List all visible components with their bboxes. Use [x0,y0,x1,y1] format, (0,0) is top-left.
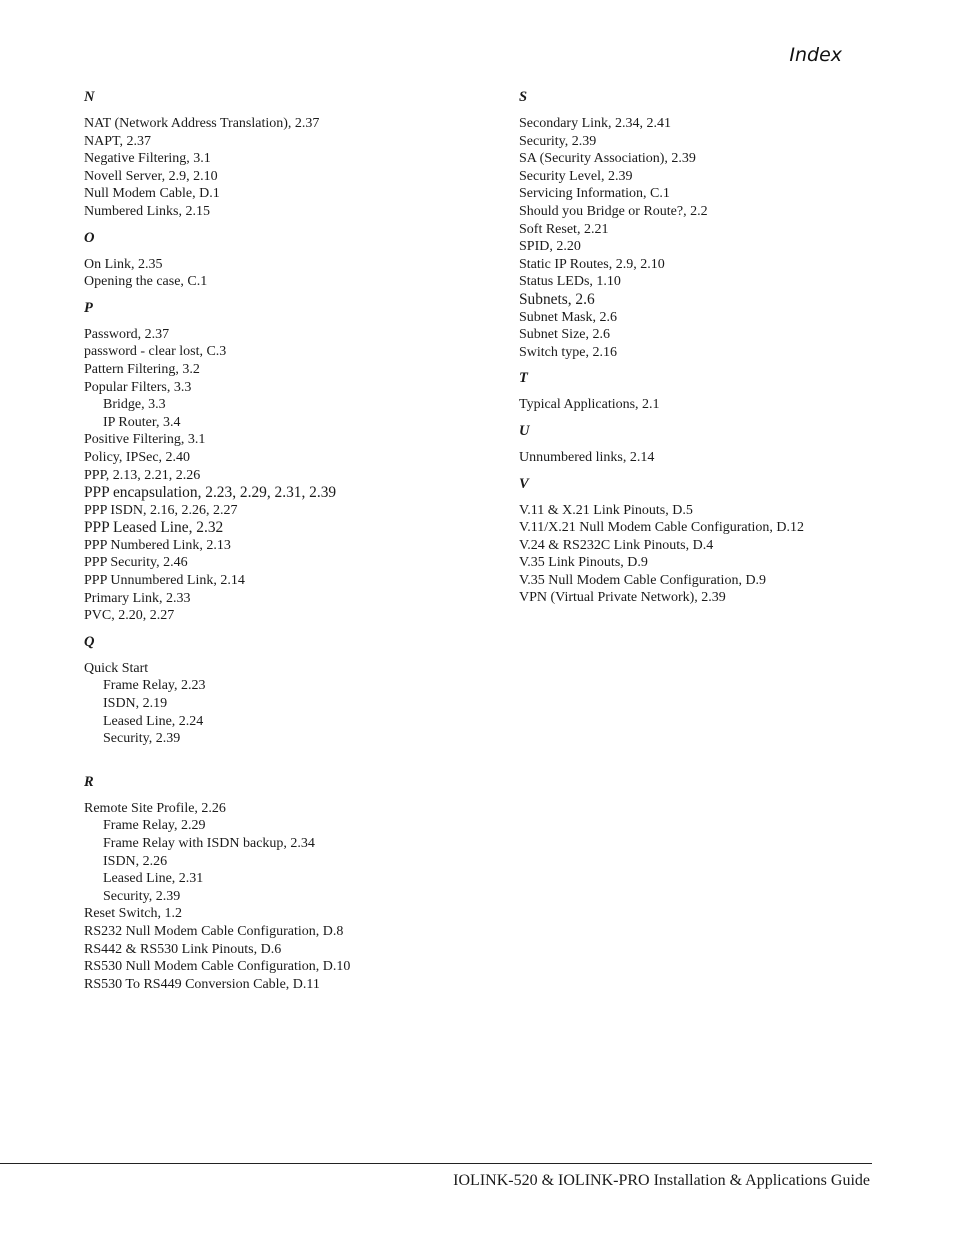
section-letter: U [519,422,530,439]
index-entry: PPP Numbered Link, 2.13 [84,537,231,553]
index-subentry: Frame Relay with ISDN backup, 2.34 [103,836,315,851]
index-subentry: ISDN, 2.19 [103,696,168,712]
index-subentry: Bridge, 3.3 [103,397,166,413]
index-section-n [84,88,484,221]
index-section-u [519,422,919,467]
index-entry: RS232 Null Modem Cable Configuration, D.8 [84,923,344,939]
section-letter: R [84,773,94,790]
index-entry: PPP encapsulation, 2.23, 2.29, 2.31, 2.39 [84,484,337,502]
section-letter: N [84,89,95,105]
section-letter: V [519,475,529,492]
page-header-title: Index [789,44,842,66]
index-entry: PPP Unnumbered Link, 2.14 [84,573,245,589]
index-entry: PPP Leased Line, 2.32 [84,519,224,537]
index-entry: PPP Security, 2.46 [84,555,188,571]
index-entry: password - clear lost, C.3 [84,344,227,360]
index-section-s [519,88,919,361]
index-subentry: Security, 2.39 [103,888,181,904]
index-entry: SPID, 2.20 [519,239,581,255]
index-entry: RS530 Null Modem Cable Configuration, D.10 [84,959,351,975]
index-entry: VPN (Virtual Private Network), 2.39 [519,590,726,606]
index-entry: Security, 2.39 [519,133,597,149]
index-entry: SA (Security Association), 2.39 [519,151,696,167]
index-entry: Pattern Filtering, 3.2 [84,361,200,377]
index-entry: Policy, IPSec, 2.40 [84,449,191,465]
index-entry: Status LEDs, 1.10 [519,274,621,290]
section-letter: O [84,229,95,246]
index-entry: Popular Filters, 3.3 [84,379,192,395]
section-spacer [84,748,484,765]
index-entry: Positive Filtering, 3.1 [84,432,206,448]
index-entry: V.35 Null Modem Cable Configuration, D.9 [519,572,767,588]
index-entry: Unnumbered links, 2.14 [519,449,655,465]
index-entry: On Link, 2.35 [84,256,163,272]
index-subentry: Security, 2.39 [103,731,181,747]
index-entry: Reset Switch, 1.2 [84,906,182,922]
section-letter: Q [84,633,95,650]
index-entry: Subnet Mask, 2.6 [519,309,617,325]
index-section-q [84,633,484,765]
index-entry: Security Level, 2.39 [519,168,633,184]
index-entry: NAPT, 2.37 [84,133,152,149]
section-letter: S [519,89,528,105]
index-entry: Subnet Size, 2.6 [519,327,610,343]
footer-guide-title: IOLINK-520 & IOLINK-PRO Installation & Applications Guide [453,1172,870,1189]
index-entry: PVC, 2.20, 2.27 [84,608,175,624]
index-entry: Switch type, 2.16 [519,344,617,360]
index-entry: V.35 Link Pinouts, D.9 [519,555,648,571]
index-entry: Servicing Information, C.1 [519,186,670,202]
index-entry: RS530 To RS449 Conversion Cable, D.11 [84,976,320,992]
index-entry: PPP ISDN, 2.16, 2.26, 2.27 [84,502,238,518]
index-entry: Subnets, 2.6 [519,290,595,308]
index-subentry: Leased Line, 2.24 [103,713,204,729]
index-entry: Typical Applications, 2.1 [519,397,660,413]
index-column-left [84,88,484,993]
index-entry: Numbered Links, 2.15 [84,203,210,219]
index-entry: Opening the case, C.1 [84,274,208,290]
index-subentry: Leased Line, 2.31 [103,871,204,887]
index-entry: Negative Filtering, 3.1 [84,151,211,167]
index-entry: Null Modem Cable, D.1 [84,186,220,202]
index-entry: RS442 & RS530 Link Pinouts, D.6 [84,941,282,957]
index-section-t [519,369,919,414]
index-entry: Quick Start [84,660,149,676]
index-subentry: IP Router, 3.4 [103,414,181,430]
index-entry: V.11 & X.21 Link Pinouts, D.5 [519,502,693,518]
index-entry: NAT (Network Address Translation), 2.37 [84,116,320,131]
index-section-p [84,299,484,625]
index-column-right [519,88,919,607]
section-letter: P [84,299,93,316]
index-entry: V.11/X.21 Null Modem Cable Configuration, D.12 [519,520,805,536]
index-section-o [84,229,484,291]
index-entry: PPP, 2.13, 2.21, 2.26 [84,467,201,483]
index-entry: Remote Site Profile, 2.26 [84,800,226,816]
index-entry: Secondary Link, 2.34, 2.41 [519,116,672,131]
index-subentry: ISDN, 2.26 [103,853,168,869]
index-entry: Static IP Routes, 2.9, 2.10 [519,256,665,272]
section-letter: T [519,370,528,387]
index-entry: Novell Server, 2.9, 2.10 [84,168,218,184]
index-entry: Primary Link, 2.33 [84,590,191,606]
index-entry: V.24 & RS232C Link Pinouts, D.4 [519,537,714,553]
footer-divider [0,1163,872,1164]
index-entry: Password, 2.37 [84,326,170,342]
index-subentry: Frame Relay, 2.23 [103,678,206,694]
index-entry: Should you Bridge or Route?, 2.2 [519,203,708,219]
index-subentry: Frame Relay, 2.29 [103,818,206,834]
index-entry: Soft Reset, 2.21 [519,221,609,237]
index-section-v [519,475,919,608]
index-section-r [84,773,484,994]
